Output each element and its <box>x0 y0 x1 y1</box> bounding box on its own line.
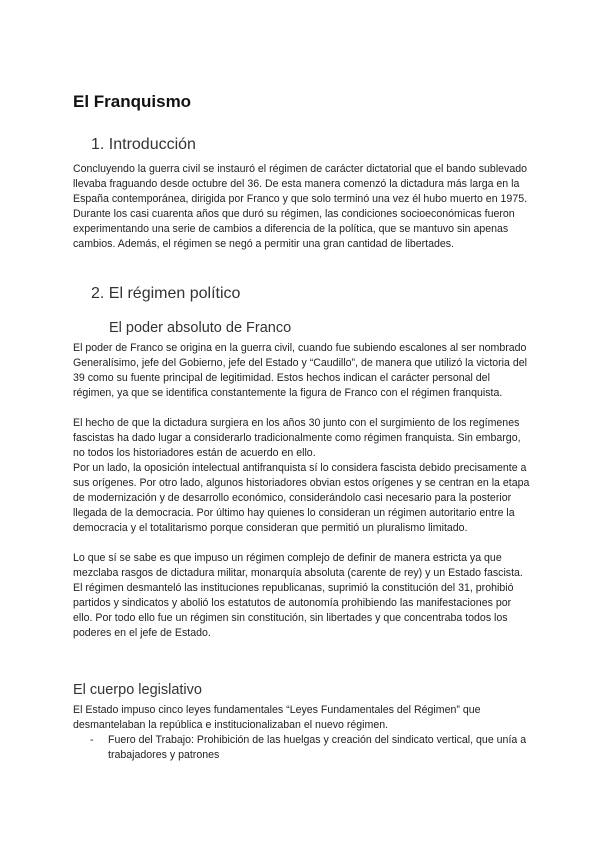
list-item-text: Fuero del Trabajo: Prohibición de las huelgas y creación del sindicato vertical, que unía a trabajadores y patrones <box>108 734 527 761</box>
leyes-list <box>73 733 533 763</box>
section-heading-introduccion: 1. Introducción <box>91 136 196 153</box>
document-title: El Franquismo <box>73 92 192 111</box>
subsection-heading-poder-absoluto: El poder absoluto de Franco <box>109 320 292 336</box>
list-item <box>73 733 533 763</box>
paragraph: Durante los casi cuarenta años que duró su régimen, las condiciones socioeconómicas fueron experimentando una serie de cambios a diferencia de la política, que se mantuvo sin apenas cambios. Además, el régimen se negó a permitir una gran cantidad de libertades. <box>73 208 515 250</box>
paragraph: El hecho de que la dictadura surgiera en los años 30 junto con el surgimiento de los regímenes fascistas ha dado lugar a considerarlo tradicionalmente como régimen franquista. Sin embargo, no todos los historiadores están de acuerdo en ello. <box>73 417 521 459</box>
subsection-heading-cuerpo-legislativo: El cuerpo legislativo <box>73 682 202 698</box>
paragraph: Lo que sí se sabe es que impuso un régimen complejo de definir de manera estricta ya que mezclaba rasgos de dictadura militar, monarquía absoluta (carente de rey) y un Estado fascista. El régimen desmanteló las instituciones republicanas, suprimió la constitución del 31, prohibió partidos y sindicatos y abolió los estatutos de autonomía prohibiendo las manifestaciones por ello. Por todo ello fue un régimen sin constitución, sin libertades y que concentraba todos los poderes en el jefe de Estado. <box>73 552 523 639</box>
paragraph: El poder de Franco se origina en la guerra civil, cuando fue subiendo escalones al ser nombrado Generalísimo, jefe del Gobierno, jefe del Estado y “Caudillo”, de manera que utilizó la victoria del 39 como su fuente principal de legitimidad. Estos hechos indican el carácter personal del régimen, ya que se identifica constantemente la figura de Franco con el régimen franquista. <box>73 342 528 399</box>
paragraph: El Estado impuso cinco leyes fundamentales “Leyes Fundamentales del Régimen” que desmantelaban la república e institucionalizaban el nuevo régimen. <box>73 704 481 731</box>
poder-absoluto-text <box>73 341 533 641</box>
introduccion-text <box>73 162 533 252</box>
cuerpo-legislativo-text <box>73 703 533 733</box>
paragraph: Concluyendo la guerra civil se instauró el régimen de carácter dictatorial que el bando sublevado llevaba fraguando desde octubre del 36. De esta manera comenzó la dictadura más larga en la España contemporánea, dirigida por Franco y que solo terminó una vez él hubo muerto en 1975. <box>73 163 528 205</box>
paragraph: Por un lado, la oposición intelectual antifranquista sí lo considera fascista debido precisamente a sus orígenes. Por otro lado, algunos historiadores obvian estos orígenes y se centran en la etapa de modernización y de desarrollo económico, considerándolo casi necesario para la posterior llegada de la democracia. Por último hay quienes lo consideran un régimen autoritario entre la democracia y el totalitarismo porque consideran que permitió un pluralismo limitado. <box>73 462 530 534</box>
section-heading-regimen-politico: 2. El régimen político <box>91 285 241 302</box>
list-bullet: - <box>90 734 94 746</box>
